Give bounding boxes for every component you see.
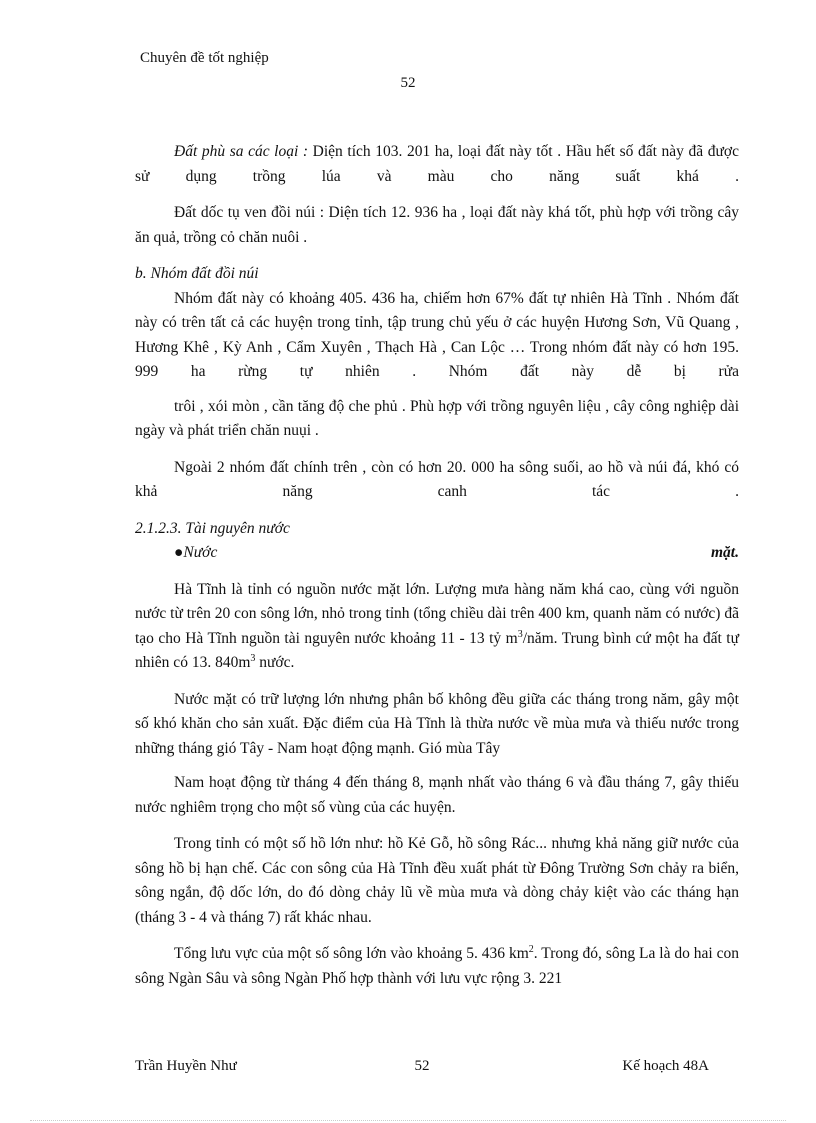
paragraph-text: /năm. Trung bình cứ một ha đất tự nhiên có 13. 840m [135,629,739,671]
paragraph-hill-soil: Nhóm đất này có khoảng 405. 436 ha, chiếm hơn 67% đất tự nhiên Hà Tĩnh . Nhóm đất này có trên tất cả các huyện trong tỉnh, tập trung chủ yếu ở các huyện Hương Sơn, Vũ Quang , Hương Khê , Kỳ Anh , Cẩm Xuyên , Thạch Hà , Can Lộc … Trong nhóm đất này có hơn 195. 999 ha rừng tự nhiên . Nhóm đất này dễ bị rửa [135,289,739,380]
paragraph-alluvial-soil [135,140,739,189]
paragraph-lead-text: Đất phù sa các loại : [174,143,309,160]
superscript: 2 [528,943,534,955]
paragraph-text: . Trong đó, sông La là do hai con sông Ngàn Sâu và sông Ngàn Phố hợp thành với lưu vực rộng 3. 221 [135,945,740,987]
paragraph-southwest-wind: Nam hoạt động từ tháng 4 đến tháng 8, mạnh nhất vào tháng 6 và đầu tháng 7, gây thiếu nước nghiêm trọng cho một số vùng của các huyện. [135,774,739,816]
section-heading-hill-soil: b. Nhóm đất đồi núi [135,265,259,282]
bullet-end-text: mặt. [711,544,739,561]
superscript: 3 [517,628,523,640]
superscript: 3 [250,652,256,664]
paragraph-slope-soil: Đất dốc tụ ven đồi núi : Diện tích 12. 936 ha , loại đất này khá tốt, phù hợp với trồng cây ăn quả, trồng cỏ chăn nuôi . [135,204,739,246]
footer-author: Trần Huyền Như [135,1058,237,1074]
paragraph-text: Diện tích 103. 201 ha, loại đất này tốt . Hầu hết số đất này đã được sử dụng trồng lúa và màu cho năng suất khá . [135,143,739,185]
footer-class-name: Kế hoạch 48A [622,1058,709,1074]
section-heading-water-resources: 2.1.2.3. Tài nguyên nước [135,519,290,537]
paragraph-lakes-rivers: Trong tỉnh có một số hồ lớn như: hồ Kẻ Gỗ, hồ sông Rác... nhưng khả năng giữ nước của sông hồ bị hạn chế. Các con sông của Hà Tĩnh đều xuất phát từ Đông Trường Sơn chảy ra biển, sông ngắn, độ dốc lớn, do đó dòng chảy lũ về mùa mưa và dòng chảy kiệt vào các tháng hạn (tháng 3 - 4 và tháng 7) rất khác nhau. [135,835,739,926]
paragraph-surface-water [135,578,739,676]
header-title: Chuyên đề tốt nghiệp [140,50,269,66]
document-body [135,140,739,991]
footer-page-number: 52 [414,1058,430,1074]
bullet-surface-water [174,541,739,566]
paragraph-water-distribution: Nước mặt có trữ lượng lớn nhưng phân bố không đều giữa các tháng trong năm, gây một số khó khăn cho sản xuất. Đặc điểm của Hà Tĩnh là thừa nước về mùa mưa và thiếu nước trong những tháng gió Tây - Nam hoạt động mạnh. Gió mùa Tây [135,690,739,757]
bullet-dot-icon: ● [174,544,184,561]
paragraph-text: Tổng lưu vực của một số sông lớn vào khoảng 5. 436 km [174,945,529,962]
header-page-number: 52 [400,75,416,91]
paragraph-other-land: Ngoài 2 nhóm đất chính trên , còn có hơn 20. 000 ha sông suối, ao hồ và núi đá, khó có khả năng canh tác . [135,458,739,500]
paragraph-river-basin [135,942,739,991]
paragraph-text: Hà Tĩnh là tỉnh có nguồn nước mặt lớn. Lượng mưa hàng năm khá cao, cùng với nguồn nước từ trên 20 con sông lớn, nhỏ trong tỉnh (tổng chiều dài trên 400 km, quanh năm có nước) đã tạo cho Hà Tĩnh nguồn tài nguyên nước khoảng 11 - 13 tỷ m [135,580,739,647]
paragraph-text: nước. [255,654,295,671]
bullet-start-text: Nước [183,544,218,561]
paragraph-erosion: trôi , xói mòn , cần tăng độ che phủ . Phù hợp với trồng nguyên liệu , cây công nghiệp dài ngày và phát triển chăn nuụi . [135,397,739,439]
page-bottom-divider [30,1120,786,1121]
